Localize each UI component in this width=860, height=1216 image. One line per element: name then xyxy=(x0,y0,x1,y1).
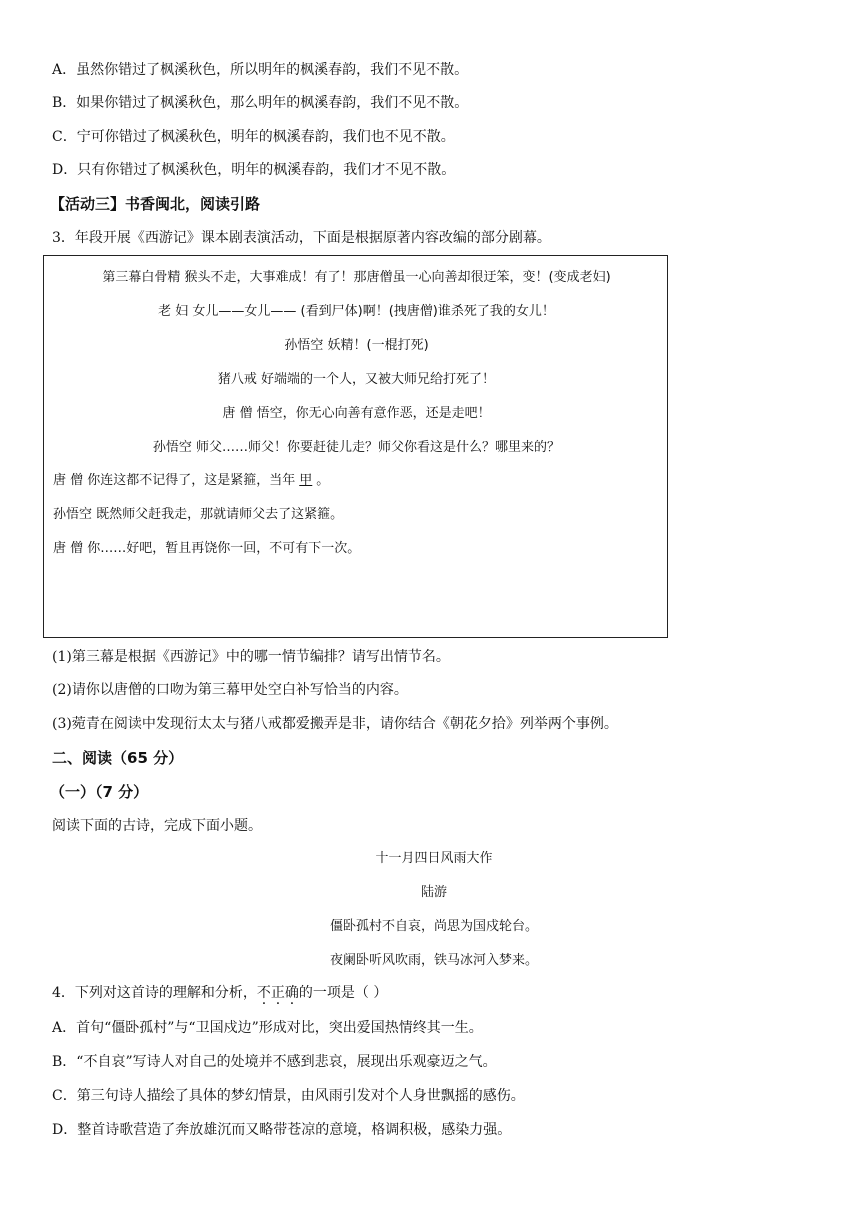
activity-heading: 【活动三】书香闽北，阅读引路 xyxy=(50,195,261,213)
blank-jia: 甲 xyxy=(299,473,313,488)
poem-title: 十一月四日风雨大作 xyxy=(375,851,493,866)
part-1-heading: （一）（7 分） xyxy=(50,783,149,801)
emphasis-char: 确 xyxy=(284,985,299,1001)
reading-instruction: 阅读下面的古诗，完成下面小题。 xyxy=(52,818,262,834)
question-3-sub-2: (2)请你以唐僧的口吻为第三幕甲处空白补写恰当的内容。 xyxy=(52,682,408,698)
emphasis-char: 不 xyxy=(256,985,271,1001)
script-line-9: 唐 僧 你……好吧，暂且再饶你一回，不可有下一次。 xyxy=(53,541,361,556)
option-c-prev: C．宁可你错过了枫溪秋色，明年的枫溪春韵，我们也不见不散。 xyxy=(52,129,455,145)
script-line-6: 孙悟空 师父……师父！你要赶徒儿走？师父你看这是什么？哪里来的？ xyxy=(152,440,561,455)
script-line-7-end: 。 xyxy=(316,473,330,488)
question-4-option-d: D．整首诗歌营造了奔放雄沉而又略带苍凉的意境，格调积极，感染力强。 xyxy=(52,1122,512,1138)
poem-line-1: 僵卧孤村不自哀，尚思为国戍轮台。 xyxy=(329,919,538,934)
question-4-stem xyxy=(52,983,387,1003)
script-line-4: 猪八戒 好端端的一个人，又被大师兄给打死了！ xyxy=(217,372,496,387)
script-line-7-text: 唐 僧 你连这都不记得了，这是紧箍，当年 xyxy=(53,473,296,488)
question-4-option-b: B．“不自哀”写诗人对自己的处境并不感到悲哀，展现出乐观豪迈之气。 xyxy=(52,1054,497,1070)
option-a-prev: A．虽然你错过了枫溪秋色，所以明年的枫溪春韵，我们不见不散。 xyxy=(52,62,469,78)
section-2-heading: 二、阅读（65 分） xyxy=(52,749,184,767)
question-4-option-a: A．首句“僵卧孤村”与“卫国戍边”形成对比，突出爱国热情终其一生。 xyxy=(52,1020,483,1036)
poem-line-2: 夜阑卧听风吹雨，铁马冰河入梦来。 xyxy=(329,953,538,968)
question-4-stem-pre: 4．下列对这首诗的理解和分析， xyxy=(52,985,257,1001)
question-3-sub-1: (1)第三幕是根据《西游记》中的哪一情节编排？请写出情节名。 xyxy=(52,649,450,665)
script-line-3: 孙悟空 妖精！(一棍打死) xyxy=(284,338,429,353)
option-d-prev: D．只有你错过了枫溪秋色，明年的枫溪春韵，我们才不见不散。 xyxy=(52,162,456,178)
script-line-2: 老 妇 女儿——女儿—— (看到尸体)啊！(拽唐僧)谁杀死了我的女儿！ xyxy=(158,304,555,319)
script-line-5: 唐 僧 悟空，你无心向善有意作恶，还是走吧！ xyxy=(222,406,491,421)
option-b-prev: B．如果你错过了枫溪秋色，那么明年的枫溪春韵，我们不见不散。 xyxy=(52,95,469,111)
question-3-sub-3: (3)菀青在阅读中发现衍太太与猪八戒都爱搬弄是非，请你结合《朝花夕拾》列举两个事例。 xyxy=(52,716,618,732)
question-4-option-c: C．第三句诗人描绘了具体的梦幻情景，由风雨引发对个人身世飘摇的感伤。 xyxy=(52,1088,525,1104)
script-line-8: 孙悟空 既然师父赶我走，那就请师父去了这紧箍。 xyxy=(53,507,344,522)
script-box xyxy=(43,255,668,638)
emphasis-char: 正 xyxy=(270,985,285,1001)
question-3-intro: 3．年段开展《西游记》课本剧表演活动，下面是根据原著内容改编的部分剧幕。 xyxy=(52,230,551,246)
poem-author: 陆游 xyxy=(420,885,447,900)
script-line-1: 第三幕白骨精 猴头不走，大事难成！有了！那唐僧虽一心向善却很迂笨，变！(变成老妇) xyxy=(102,270,611,285)
script-line-7 xyxy=(44,471,678,491)
question-4-stem-post: 的一项是（ ） xyxy=(298,985,388,1001)
